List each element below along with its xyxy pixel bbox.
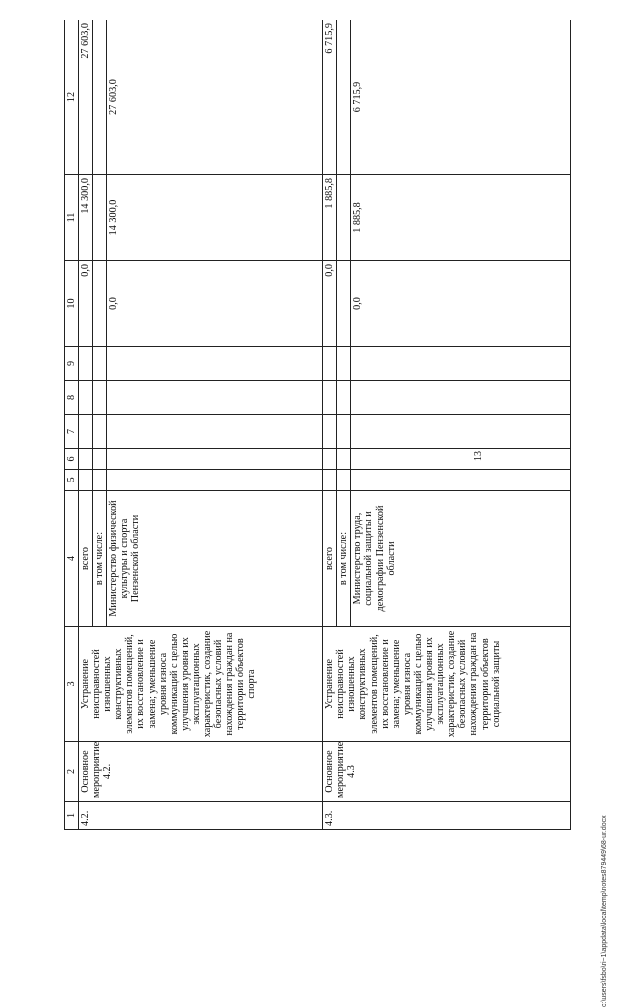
value-cell: 27 603,0 xyxy=(79,20,93,175)
page-number: 13 xyxy=(473,451,484,461)
value-cell: 27 603,0 xyxy=(107,20,323,175)
header-cell: 11 xyxy=(65,175,79,261)
file-path-footer: c:\users\fsbo\ri~1\appdata\local\temp\notes879449\68-ur.docx xyxy=(601,815,608,1007)
value-cell xyxy=(323,449,337,470)
executor-name: Министерство физической культуры и спорта Пензенской области xyxy=(107,491,323,627)
header-cell: 3 xyxy=(65,627,79,742)
executor-name: Министерство труда, социальной защиты и демографии Пензенской области xyxy=(351,491,571,627)
measure-description: Устранение неисправностей изношенных конструктивных элементов помещений, их восстановление и замена; уменьшение уровня износа коммуникаций с целью улучшения уровня их эксплуатационных характеристик, создание безопасных условий нахождения граждан на территории объектов спорта xyxy=(79,627,323,742)
value-cell: 6 715,9 xyxy=(351,20,571,175)
row-number: 4.3. xyxy=(323,802,571,830)
value-cell: 14 300,0 xyxy=(79,175,93,261)
value-cell: 0,0 xyxy=(351,261,571,347)
measure-description: Устранение неисправностей изношенных конструктивных элементов помещений, их восстановление и замена; уменьшение уровня износа коммуникаций с целью улучшения уровня их эксплуатационных характеристик, создание безопасных условий нахождения граждан на территории объектов социальной защиты xyxy=(323,627,571,742)
header-cell: 8 xyxy=(65,381,79,415)
table-row xyxy=(79,20,93,830)
measure-name: Основное мероприятие 4.3 xyxy=(323,742,571,802)
rotated-table-area xyxy=(64,20,586,830)
value-cell: 1 885,8 xyxy=(351,175,571,261)
header-cell: 1 xyxy=(65,802,79,830)
value-cell xyxy=(351,470,571,491)
including-label: в том числе: xyxy=(93,491,107,627)
table-row xyxy=(323,20,337,830)
header-cell: 12 xyxy=(65,20,79,175)
value-cell xyxy=(107,415,323,449)
value-cell: 0,0 xyxy=(323,261,337,347)
header-cell: 5 xyxy=(65,470,79,491)
page-frame xyxy=(64,20,586,830)
value-cell xyxy=(323,381,337,415)
value-cell xyxy=(107,381,323,415)
value-cell xyxy=(107,470,323,491)
value-cell xyxy=(107,347,323,381)
value-cell xyxy=(323,415,337,449)
value-cell xyxy=(79,449,93,470)
value-cell xyxy=(351,381,571,415)
including-label: в том числе: xyxy=(337,491,351,627)
header-cell: 6 xyxy=(65,449,79,470)
value-cell: 14 300,0 xyxy=(107,175,323,261)
value-cell xyxy=(351,449,571,470)
value-cell xyxy=(107,449,323,470)
value-cell xyxy=(79,381,93,415)
value-cell xyxy=(79,470,93,491)
row-number: 4.2. xyxy=(79,802,323,830)
header-cell: 10 xyxy=(65,261,79,347)
header-cell: 7 xyxy=(65,415,79,449)
value-cell xyxy=(351,415,571,449)
header-cell: 4 xyxy=(65,491,79,627)
value-cell xyxy=(323,470,337,491)
value-cell xyxy=(79,347,93,381)
header-cell: 9 xyxy=(65,347,79,381)
value-cell: 1 885,8 xyxy=(323,175,337,261)
value-cell: 0,0 xyxy=(107,261,323,347)
header-row xyxy=(65,20,79,830)
value-cell xyxy=(79,415,93,449)
header-cell: 2 xyxy=(65,742,79,802)
value-cell xyxy=(351,347,571,381)
measures-table xyxy=(64,20,571,830)
measure-name: Основное мероприятие 4.2. xyxy=(79,742,323,802)
value-cell xyxy=(323,347,337,381)
value-cell: 0,0 xyxy=(79,261,93,347)
value-cell: 6 715,9 xyxy=(323,20,337,175)
total-label: всего xyxy=(323,491,337,627)
total-label: всего xyxy=(79,491,93,627)
